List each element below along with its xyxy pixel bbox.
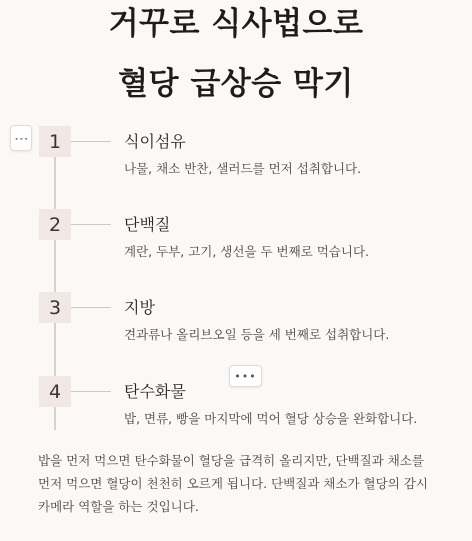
step-item-3 [0,292,472,352]
step-connector [71,391,111,392]
summary-line: 카메라 역할을 하는 것입니다. [38,499,199,514]
step-title: 단백질 [124,215,171,234]
step-connector [71,224,111,225]
step-number: 1 [39,126,71,157]
step-number: 2 [39,209,71,240]
step-description: 계란, 두부, 고기, 생선을 두 번째로 먹습니다. [124,244,370,259]
summary-paragraph [38,449,458,518]
step-title: 탄수화물 [124,382,186,401]
step-number: 4 [39,376,71,407]
step-title: 지방 [124,298,155,317]
summary-line: 밥을 먼저 먹으면 탄수화물이 혈당을 급격히 올리지만, 단백질과 채소를 [38,453,424,468]
vertical-dots-icon: ⋮ [13,131,29,145]
step-description: 밥, 면류, 빵을 마지막에 먹어 혈당 상승을 완화합니다. [124,411,418,426]
more-options-button[interactable] [229,365,262,387]
step-item-2 [0,209,472,269]
step-connector [71,307,111,308]
step-title: 식이섬유 [124,132,186,151]
page-title-line-2: 혈당 급상승 막기 [118,66,354,102]
page-title-line-1: 거꾸로 식사법으로 [108,6,364,42]
summary-line: 먼저 먹으면 혈당이 천천히 오르게 됩니다. 단백질과 채소가 혈당의 감시 [38,476,428,491]
step-item-1 [0,126,472,186]
more-dots-icon: ••• [234,369,257,383]
step-description: 나물, 채소 반찬, 샐러드를 먼저 섭취합니다. [124,161,362,176]
step-number: 3 [39,292,71,323]
step-description: 견과류나 올리브오일 등을 세 번째로 섭취합니다. [124,327,390,342]
step-connector [71,141,111,142]
